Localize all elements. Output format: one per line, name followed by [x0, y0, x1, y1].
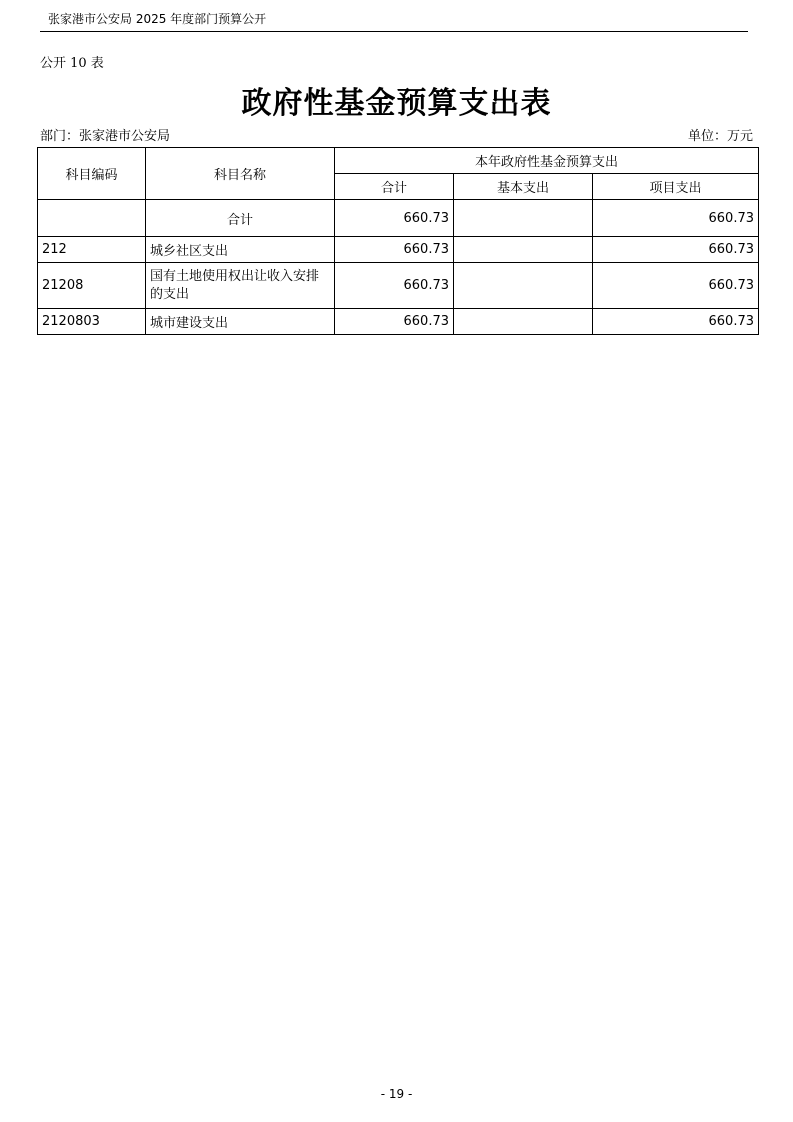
- table-number: 公开 10 表: [40, 56, 104, 71]
- column-header-code: 科目编码: [38, 148, 146, 200]
- cell-name: 城市建设支出: [146, 309, 335, 335]
- cell-code: 212: [38, 237, 146, 263]
- column-header-project: 项目支出: [593, 174, 759, 200]
- page-title: 政府性基金预算支出表: [241, 86, 552, 121]
- cell-total: 660.73: [335, 200, 454, 237]
- cell-basic: [454, 200, 593, 237]
- cell-code: [38, 200, 146, 237]
- cell-project: 660.73: [593, 200, 759, 237]
- table-row: [38, 309, 759, 335]
- cell-name: 合计: [146, 200, 335, 237]
- cell-basic: [454, 309, 593, 335]
- cell-basic: [454, 263, 593, 309]
- cell-total: 660.73: [335, 237, 454, 263]
- cell-project: 660.73: [593, 309, 759, 335]
- column-group-header: 本年政府性基金预算支出: [335, 148, 759, 174]
- cell-code: 2120803: [38, 309, 146, 335]
- unit-label: 单位：万元: [687, 129, 753, 144]
- cell-project: 660.73: [593, 237, 759, 263]
- column-header-basic: 基本支出: [454, 174, 593, 200]
- table-header-row: [38, 148, 759, 174]
- cell-code: 21208: [38, 263, 146, 309]
- document-header: 张家港市公安局 2025 年度部门预算公开: [48, 12, 267, 26]
- cell-project: 660.73: [593, 263, 759, 309]
- column-header-total: 合计: [335, 174, 454, 200]
- table-row: [38, 263, 759, 309]
- column-header-name: 科目名称: [146, 148, 335, 200]
- cell-total: 660.73: [335, 309, 454, 335]
- header-divider: [40, 31, 748, 32]
- department-label: 部门：张家港市公安局: [40, 129, 171, 144]
- cell-name: 城乡社区支出: [146, 237, 335, 263]
- budget-table: [37, 147, 759, 335]
- cell-basic: [454, 237, 593, 263]
- table-row-total: [38, 200, 759, 237]
- cell-name: 国有土地使用权出让收入安排的支出: [146, 263, 335, 309]
- page-number: - 19 -: [380, 1087, 413, 1101]
- table-row: [38, 237, 759, 263]
- cell-total: 660.73: [335, 263, 454, 309]
